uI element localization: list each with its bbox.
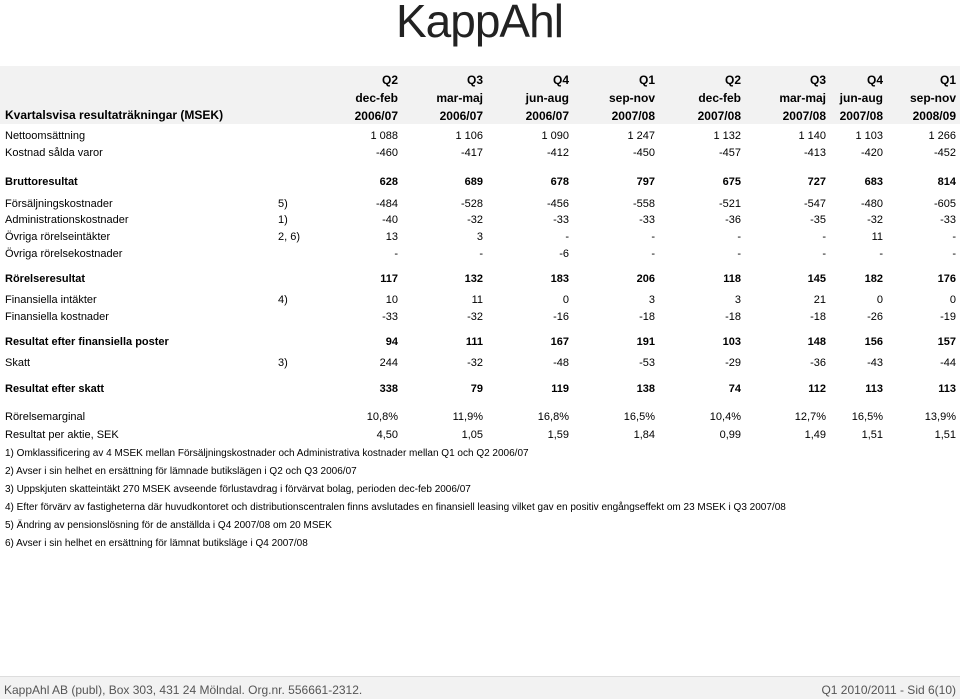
cell-value: 11,9% [452, 411, 483, 423]
cell-value: -33 [382, 311, 398, 323]
cell-value: 1 090 [541, 130, 569, 142]
row-label: Övriga rörelsekostnader [5, 248, 123, 260]
cell-value: - [651, 248, 655, 260]
cell-value: 21 [813, 294, 826, 306]
cell-value: 16,8% [537, 411, 569, 423]
table-row [0, 145, 960, 161]
cell-value: 11 [471, 294, 483, 306]
column-header-period: mar-maj [436, 91, 483, 105]
cell-value: 11 [871, 231, 883, 243]
column-header-period: jun-aug [839, 91, 883, 105]
cell-value: -19 [940, 311, 956, 323]
cell-value: -484 [375, 198, 398, 210]
column-header-q: Q1 [939, 73, 956, 87]
table-row [0, 196, 960, 212]
cell-value: 113 [865, 383, 883, 395]
cell-value: 176 [937, 273, 956, 285]
cell-value: -456 [546, 198, 569, 210]
cell-value: -16 [553, 311, 569, 323]
cell-value: 103 [722, 336, 741, 348]
table-caption: Kvartalsvisa resultaträkningar (MSEK) [5, 108, 224, 122]
cell-value: 10,4% [709, 411, 741, 423]
column-header-year: 2008/09 [912, 109, 956, 123]
cell-value: 13 [385, 231, 398, 243]
cell-value: -36 [725, 214, 741, 226]
cell-value: 10 [385, 294, 398, 306]
cell-value: -29 [725, 357, 741, 369]
cell-value: 683 [864, 176, 883, 188]
column-header-period: sep-nov [909, 91, 956, 105]
footnote: 3) Uppskjuten skatteintäkt 270 MSEK avseende förlustavdrag i förvärvat bolag, perioden dec-feb 2006/07 [5, 484, 471, 495]
column-header-q: Q4 [552, 73, 569, 87]
cell-value: 4,50 [376, 429, 398, 441]
cell-value: 118 [723, 273, 741, 285]
cell-value: 0 [562, 294, 569, 306]
cell-value: 148 [807, 336, 826, 348]
cell-value: 94 [385, 336, 398, 348]
cell-value: - [822, 248, 826, 260]
cell-value: 16,5% [851, 411, 883, 423]
cell-value: -420 [860, 147, 883, 159]
cell-value: 1,51 [861, 429, 883, 441]
row-note: 4) [278, 294, 288, 306]
cell-value: - [879, 248, 883, 260]
row-label: Övriga rörelseintäkter [5, 231, 111, 243]
table-header-row [0, 108, 960, 124]
row-label: Finansiella kostnader [5, 311, 109, 323]
cell-value: 1,51 [934, 429, 956, 441]
cell-value: 119 [551, 383, 569, 395]
row-label: Skatt [5, 357, 31, 369]
footnote: 4) Efter förvärv av fastigheterna där huvudkontoret och distributionscentralen finns avslutades en finansiell leasing vilket gav en positiv engångseffekt om 23 MSEK i Q3 2007/08 [5, 502, 786, 513]
cell-value: 1,05 [461, 429, 483, 441]
row-label: Rörelsemarginal [5, 411, 86, 423]
cell-value: 13,9% [924, 411, 956, 423]
table-row [0, 212, 960, 228]
cell-value: -528 [460, 198, 483, 210]
cell-value: 16,5% [623, 411, 655, 423]
cell-value: 206 [636, 273, 655, 285]
cell-value: 3 [648, 294, 655, 306]
column-header-q: Q3 [466, 73, 483, 87]
footnote: 1) Omklassificering av 4 MSEK mellan Försäljningskostnader och Administrativa kostnader mellan Q1 och Q2 2006/07 [5, 448, 529, 459]
kappahl-logo: KappAhl [396, 0, 563, 47]
table-header-row [0, 90, 960, 106]
table-row [0, 271, 960, 287]
cell-value: - [952, 231, 956, 243]
table-row [0, 246, 960, 262]
cell-value: 1 132 [713, 130, 741, 142]
cell-value: 117 [380, 273, 398, 285]
cell-value: 182 [864, 273, 883, 285]
cell-value: -6 [559, 248, 569, 260]
cell-value: -18 [639, 311, 655, 323]
footer-page-number: Q1 2010/2011 - Sid 6(10) [821, 683, 956, 697]
cell-value: -33 [639, 214, 655, 226]
cell-value: -412 [546, 147, 569, 159]
row-note: 5) [278, 198, 288, 210]
row-note: 3) [278, 357, 288, 369]
cell-value: 74 [728, 383, 741, 395]
cell-value: -605 [933, 198, 956, 210]
cell-value: -558 [632, 198, 655, 210]
cell-value: 0,99 [719, 429, 741, 441]
column-header-year: 2007/08 [839, 109, 883, 123]
cell-value: - [651, 231, 655, 243]
cell-value: 678 [550, 176, 569, 188]
cell-value: 0 [949, 294, 956, 306]
cell-value: 1 088 [370, 130, 398, 142]
cell-value: -36 [810, 357, 826, 369]
column-header-q: Q1 [638, 73, 655, 87]
cell-value: 111 [465, 336, 483, 348]
column-header-period: mar-maj [779, 91, 826, 105]
column-header-period: sep-nov [608, 91, 655, 105]
cell-value: -460 [375, 147, 398, 159]
cell-value: 145 [807, 273, 826, 285]
row-note: 2, 6) [278, 231, 301, 243]
cell-value: -44 [940, 357, 956, 369]
cell-value: 1,59 [547, 429, 569, 441]
column-header-year: 2007/08 [697, 109, 741, 123]
cell-value: -480 [860, 198, 883, 210]
cell-value: - [737, 248, 741, 260]
cell-value: 1 103 [855, 130, 883, 142]
cell-value: -450 [632, 147, 655, 159]
table-row [0, 174, 960, 190]
table-row [0, 355, 960, 371]
row-label: Resultat efter finansiella poster [5, 336, 169, 348]
table-row [0, 309, 960, 325]
cell-value: -32 [467, 214, 483, 226]
cell-value: -43 [867, 357, 883, 369]
cell-value: 167 [550, 336, 569, 348]
cell-value: 675 [722, 176, 741, 188]
cell-value: - [822, 231, 826, 243]
cell-value: -26 [867, 311, 883, 323]
table-row [0, 292, 960, 308]
column-header-period: dec-feb [698, 91, 741, 105]
cell-value: 12,7% [794, 411, 826, 423]
cell-value: -452 [933, 147, 956, 159]
cell-value: 797 [636, 176, 655, 188]
cell-value: 3 [734, 294, 741, 306]
column-header-year: 2007/08 [611, 109, 655, 123]
cell-value: 156 [864, 336, 883, 348]
cell-value: 3 [476, 231, 483, 243]
footnote: 5) Ändring av pensionslösning för de anställda i Q4 2007/08 om 20 MSEK [5, 520, 332, 531]
cell-value: -547 [803, 198, 826, 210]
cell-value: 814 [937, 176, 956, 188]
column-header-year: 2006/07 [354, 109, 398, 123]
cell-value: -33 [553, 214, 569, 226]
row-label: Resultat per aktie, SEK [5, 429, 119, 441]
table-row [0, 427, 960, 443]
table-row [0, 128, 960, 144]
cell-value: - [952, 248, 956, 260]
cell-value: 0 [876, 294, 883, 306]
cell-value: 112 [808, 383, 826, 395]
footer-company-info: KappAhl AB (publ), Box 303, 431 24 Mölndal. Org.nr. 556661-2312. [4, 683, 363, 697]
row-label: Bruttoresultat [5, 176, 78, 188]
column-header-q: Q4 [866, 73, 883, 87]
cell-value: -18 [725, 311, 741, 323]
cell-value: 79 [470, 383, 483, 395]
column-header-q: Q2 [381, 73, 398, 87]
cell-value: 1 247 [627, 130, 655, 142]
cell-value: -33 [940, 214, 956, 226]
page-footer [0, 676, 960, 699]
cell-value: -417 [460, 147, 483, 159]
cell-value: 727 [807, 176, 826, 188]
cell-value: -32 [467, 357, 483, 369]
column-header-period: jun-aug [525, 91, 569, 105]
cell-value: -521 [718, 198, 741, 210]
cell-value: 1 140 [798, 130, 826, 142]
cell-value: 183 [550, 273, 569, 285]
cell-value: 113 [938, 383, 956, 395]
cell-value: - [737, 231, 741, 243]
cell-value: -32 [467, 311, 483, 323]
cell-value: -53 [639, 357, 655, 369]
cell-value: -32 [867, 214, 883, 226]
footnote: 2) Avser i sin helhet en ersättning för lämnade butikslägen i Q2 och Q3 2006/07 [5, 466, 357, 477]
cell-value: 689 [464, 176, 483, 188]
column-header-year: 2006/07 [439, 109, 483, 123]
cell-value: 628 [379, 176, 398, 188]
cell-value: 157 [937, 336, 956, 348]
cell-value: - [565, 231, 569, 243]
row-label: Kostnad sålda varor [5, 147, 103, 159]
row-label: Administrationskostnader [5, 214, 129, 226]
column-header-period: dec-feb [355, 91, 398, 105]
cell-value: -413 [803, 147, 826, 159]
column-header-q: Q2 [724, 73, 741, 87]
cell-value: 338 [379, 383, 398, 395]
column-header-year: 2007/08 [782, 109, 826, 123]
table-row [0, 381, 960, 397]
cell-value: 1 266 [928, 130, 956, 142]
cell-value: -48 [553, 357, 569, 369]
row-label: Rörelseresultat [5, 273, 86, 285]
cell-value: - [479, 248, 483, 260]
cell-value: -40 [382, 214, 398, 226]
cell-value: 132 [464, 273, 483, 285]
footnote: 6) Avser i sin helhet en ersättning för lämnat butiksläge i Q4 2007/08 [5, 538, 308, 549]
row-note: 1) [278, 214, 288, 226]
cell-value: 191 [636, 336, 655, 348]
cell-value: 1,49 [804, 429, 826, 441]
row-label: Nettoomsättning [5, 130, 86, 142]
row-label: Finansiella intäkter [5, 294, 97, 306]
column-header-year: 2006/07 [525, 109, 569, 123]
cell-value: 1 106 [455, 130, 483, 142]
column-header-q: Q3 [809, 73, 826, 87]
table-row [0, 334, 960, 350]
row-label: Resultat efter skatt [5, 383, 105, 395]
cell-value: 244 [379, 357, 398, 369]
table-header-row [0, 72, 960, 88]
cell-value: -18 [810, 311, 826, 323]
cell-value: -35 [810, 214, 826, 226]
cell-value: 1,84 [633, 429, 655, 441]
row-label: Försäljningskostnader [5, 198, 113, 210]
cell-value: -457 [718, 147, 741, 159]
cell-value: - [394, 248, 398, 260]
cell-value: 138 [636, 383, 655, 395]
table-row [0, 409, 960, 425]
table-row [0, 229, 960, 245]
cell-value: 10,8% [366, 411, 398, 423]
